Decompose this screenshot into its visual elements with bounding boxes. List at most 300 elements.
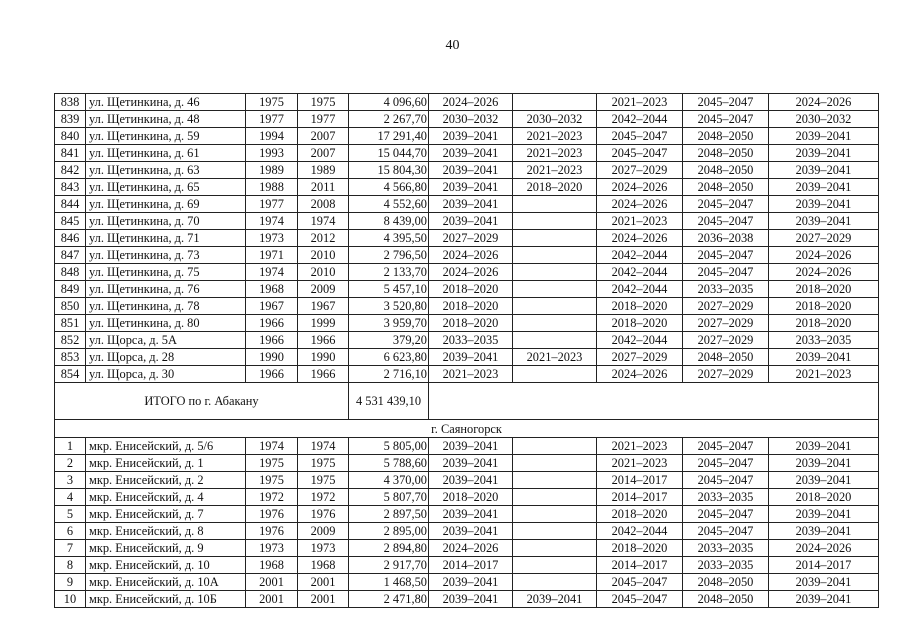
table-cell: 3 520,80: [349, 298, 429, 315]
table-cell: [513, 366, 597, 383]
table-row: [55, 111, 879, 128]
table-cell: 4 096,60: [349, 94, 429, 111]
table-cell: 2024–2026: [597, 366, 683, 383]
table-cell: 838: [55, 94, 86, 111]
table-cell: ул. Щетинкина, д. 75: [86, 264, 246, 281]
table-cell: 2027–2029: [683, 366, 769, 383]
table-cell: 1990: [246, 349, 298, 366]
table-cell: 5 457,10: [349, 281, 429, 298]
table-cell: 2024–2026: [429, 94, 513, 111]
table-cell: 2039–2041: [769, 523, 879, 540]
table-cell: 841: [55, 145, 86, 162]
table-cell: 1967: [246, 298, 298, 315]
table-cell: 2042–2044: [597, 281, 683, 298]
table-cell: 2 796,50: [349, 247, 429, 264]
table-cell: 2039–2041: [429, 213, 513, 230]
table-cell: 2024–2026: [597, 230, 683, 247]
table-cell: 2039–2041: [429, 574, 513, 591]
table-cell: 2018–2020: [597, 540, 683, 557]
table-cell: 2045–2047: [683, 455, 769, 472]
table-cell: 2045–2047: [597, 128, 683, 145]
table-cell: 2007: [298, 145, 349, 162]
table-cell: 2024–2026: [769, 540, 879, 557]
total-row: [55, 383, 879, 420]
city-heading: г. Саяногорск: [55, 420, 879, 438]
table-cell: 848: [55, 264, 86, 281]
table-row: [55, 540, 879, 557]
table-cell: 2033–2035: [683, 489, 769, 506]
table-cell: [513, 315, 597, 332]
table-cell: 2048–2050: [683, 145, 769, 162]
table-cell: 1971: [246, 247, 298, 264]
table-cell: 2018–2020: [513, 179, 597, 196]
table-cell: 5 805,00: [349, 438, 429, 455]
table-cell: 1974: [246, 213, 298, 230]
table-row: [55, 281, 879, 298]
table-cell: 2045–2047: [597, 574, 683, 591]
table-row: [55, 162, 879, 179]
table-cell: ул. Щетинкина, д. 46: [86, 94, 246, 111]
table-cell: 2030–2032: [513, 111, 597, 128]
table-cell: 2001: [246, 591, 298, 608]
table-cell: 1977: [246, 111, 298, 128]
table-row: [55, 472, 879, 489]
table-cell: 2039–2041: [769, 145, 879, 162]
table-cell: 4 552,60: [349, 196, 429, 213]
table-cell: 2018–2020: [769, 298, 879, 315]
table-cell: ул. Щетинкина, д. 80: [86, 315, 246, 332]
table-cell: 2021–2023: [513, 349, 597, 366]
table-cell: 1989: [298, 162, 349, 179]
table-cell: 2014–2017: [597, 489, 683, 506]
table-cell: 2039–2041: [429, 506, 513, 523]
table-cell: 2021–2023: [597, 455, 683, 472]
table-cell: 2048–2050: [683, 179, 769, 196]
table-cell: [513, 230, 597, 247]
table-cell: 854: [55, 366, 86, 383]
table-cell: 2021–2023: [769, 366, 879, 383]
table-cell: ул. Щетинкина, д. 59: [86, 128, 246, 145]
table-cell: 1966: [246, 332, 298, 349]
table-cell: 2 917,70: [349, 557, 429, 574]
table-cell: ул. Щетинкина, д. 63: [86, 162, 246, 179]
table-cell: 2045–2047: [683, 472, 769, 489]
table-cell: мкр. Енисейский, д. 9: [86, 540, 246, 557]
table-cell: 2010: [298, 264, 349, 281]
table-cell: 2039–2041: [769, 455, 879, 472]
table-row: [55, 591, 879, 608]
table-cell: 2: [55, 455, 86, 472]
table-cell: 1: [55, 438, 86, 455]
table-cell: 2033–2035: [683, 557, 769, 574]
table-cell: 1972: [246, 489, 298, 506]
table-cell: 847: [55, 247, 86, 264]
table-cell: 1973: [298, 540, 349, 557]
table-cell: 2014–2017: [597, 472, 683, 489]
table-cell: ул. Щетинкина, д. 48: [86, 111, 246, 128]
table-cell: [513, 332, 597, 349]
table-cell: 3: [55, 472, 86, 489]
table-cell: 2024–2026: [769, 247, 879, 264]
table-row: [55, 230, 879, 247]
table-cell: 843: [55, 179, 86, 196]
table-cell: 2024–2026: [429, 540, 513, 557]
table-cell: 3 959,70: [349, 315, 429, 332]
table-cell: 1966: [298, 366, 349, 383]
table-row: [55, 315, 879, 332]
page-number: 40: [445, 38, 460, 53]
table-cell: 17 291,40: [349, 128, 429, 145]
table-cell: 2008: [298, 196, 349, 213]
table-row: [55, 332, 879, 349]
table-cell: 2039–2041: [769, 438, 879, 455]
table-cell: 840: [55, 128, 86, 145]
table-cell: 2018–2020: [429, 281, 513, 298]
table-row: [55, 264, 879, 281]
table-cell: 2 894,80: [349, 540, 429, 557]
table-cell: 2033–2035: [683, 281, 769, 298]
table-cell: [513, 438, 597, 455]
table-cell: 2024–2026: [769, 264, 879, 281]
table-cell: 2024–2026: [597, 196, 683, 213]
table-cell: [513, 506, 597, 523]
table-cell: 2030–2032: [429, 111, 513, 128]
table-cell: 1977: [246, 196, 298, 213]
table-row: [55, 213, 879, 230]
table-cell: 2045–2047: [683, 523, 769, 540]
table-cell: 1975: [298, 94, 349, 111]
table-cell: 379,20: [349, 332, 429, 349]
table-cell: 1988: [246, 179, 298, 196]
table-cell: 2048–2050: [683, 591, 769, 608]
table-cell: 2 897,50: [349, 506, 429, 523]
table-cell: 1976: [298, 506, 349, 523]
housing-table: [54, 93, 879, 608]
table-cell: 2021–2023: [597, 94, 683, 111]
table-cell: 2 267,70: [349, 111, 429, 128]
table-cell: 5 807,70: [349, 489, 429, 506]
table-cell: 1966: [246, 366, 298, 383]
table-cell: 2011: [298, 179, 349, 196]
table-cell: 2014–2017: [429, 557, 513, 574]
table-cell: 2045–2047: [683, 247, 769, 264]
table-cell: [513, 247, 597, 264]
table-cell: 2045–2047: [597, 145, 683, 162]
table-cell: 2027–2029: [429, 230, 513, 247]
table-cell: 8: [55, 557, 86, 574]
table-cell: [513, 455, 597, 472]
table-cell: 2018–2020: [769, 489, 879, 506]
table-cell: 845: [55, 213, 86, 230]
table-cell: 4 370,00: [349, 472, 429, 489]
table-cell: 850: [55, 298, 86, 315]
table-cell: 1975: [246, 94, 298, 111]
table-cell: 2045–2047: [683, 213, 769, 230]
table-cell: 2039–2041: [429, 455, 513, 472]
table-cell: 2001: [298, 591, 349, 608]
table-cell: 4 395,50: [349, 230, 429, 247]
table-cell: 2045–2047: [683, 506, 769, 523]
table-cell: 2012: [298, 230, 349, 247]
table-cell: 2039–2041: [429, 128, 513, 145]
table-cell: 2039–2041: [429, 162, 513, 179]
table-cell: 2018–2020: [597, 315, 683, 332]
table-cell: 2039–2041: [769, 349, 879, 366]
table-cell: ул. Щетинкина, д. 70: [86, 213, 246, 230]
table-cell: 2021–2023: [513, 145, 597, 162]
table-cell: ул. Щетинкина, д. 61: [86, 145, 246, 162]
table-cell: 2042–2044: [597, 332, 683, 349]
table-cell: 2045–2047: [683, 94, 769, 111]
table-cell: 842: [55, 162, 86, 179]
table-cell: 1975: [246, 455, 298, 472]
table-cell: 5 788,60: [349, 455, 429, 472]
table-cell: 852: [55, 332, 86, 349]
table-cell: 1975: [246, 472, 298, 489]
table-cell: 2039–2041: [769, 574, 879, 591]
table-cell: [513, 298, 597, 315]
table-cell: 2042–2044: [597, 264, 683, 281]
table-cell: 2030–2032: [769, 111, 879, 128]
table-cell: 2 716,10: [349, 366, 429, 383]
table-cell: 2042–2044: [597, 111, 683, 128]
table-row: [55, 455, 879, 472]
table-cell: 2039–2041: [429, 179, 513, 196]
table-cell: 2027–2029: [769, 230, 879, 247]
table-cell: 2039–2041: [769, 162, 879, 179]
table-cell: 15 804,30: [349, 162, 429, 179]
table-row: [55, 128, 879, 145]
table-cell: мкр. Енисейский, д. 10: [86, 557, 246, 574]
table-cell: 2039–2041: [513, 591, 597, 608]
table-cell: 2048–2050: [683, 574, 769, 591]
table-cell: [513, 264, 597, 281]
table-cell: 2010: [298, 247, 349, 264]
table-cell: ул. Щорса, д. 28: [86, 349, 246, 366]
table-cell: [513, 574, 597, 591]
table-cell: 2042–2044: [597, 523, 683, 540]
table-cell: 1968: [246, 281, 298, 298]
table-cell: 2009: [298, 523, 349, 540]
table-cell: 2039–2041: [769, 591, 879, 608]
table-cell: 2027–2029: [683, 298, 769, 315]
table-cell: 1 468,50: [349, 574, 429, 591]
table-cell: 1967: [298, 298, 349, 315]
table-row: [55, 94, 879, 111]
table-cell: 7: [55, 540, 86, 557]
table-row: [55, 438, 879, 455]
table-cell: 2039–2041: [769, 179, 879, 196]
table-cell: ул. Щетинкина, д. 73: [86, 247, 246, 264]
table-cell: мкр. Енисейский, д. 10Б: [86, 591, 246, 608]
table-cell: мкр. Енисейский, д. 5/6: [86, 438, 246, 455]
table-cell: 2021–2023: [513, 162, 597, 179]
table-cell: 10: [55, 591, 86, 608]
table-cell: 1966: [246, 315, 298, 332]
table-cell: 2024–2026: [429, 247, 513, 264]
table-cell: 1999: [298, 315, 349, 332]
table-cell: [513, 213, 597, 230]
total-empty: [429, 383, 879, 420]
table-row: [55, 145, 879, 162]
table-cell: 2045–2047: [683, 196, 769, 213]
table-row: [55, 247, 879, 264]
table-cell: 2027–2029: [597, 162, 683, 179]
table-cell: ул. Щетинкина, д. 76: [86, 281, 246, 298]
table-cell: 2021–2023: [513, 128, 597, 145]
table-cell: 2018–2020: [429, 298, 513, 315]
table-cell: 2048–2050: [683, 128, 769, 145]
table-row: [55, 506, 879, 523]
table-cell: ул. Щорса, д. 30: [86, 366, 246, 383]
table-cell: 1973: [246, 230, 298, 247]
table-cell: [513, 489, 597, 506]
table-cell: 2027–2029: [597, 349, 683, 366]
table-row: [55, 523, 879, 540]
table-cell: 15 044,70: [349, 145, 429, 162]
table-cell: 2033–2035: [769, 332, 879, 349]
table-cell: [513, 557, 597, 574]
table-cell: 1977: [298, 111, 349, 128]
table-cell: 2039–2041: [769, 472, 879, 489]
table-cell: 1974: [298, 213, 349, 230]
table-cell: мкр. Енисейский, д. 1: [86, 455, 246, 472]
table-cell: 6 623,80: [349, 349, 429, 366]
table-cell: 1968: [246, 557, 298, 574]
table-cell: 2021–2023: [429, 366, 513, 383]
table-cell: ул. Щетинкина, д. 65: [86, 179, 246, 196]
table-cell: 2033–2035: [429, 332, 513, 349]
table-cell: 839: [55, 111, 86, 128]
total-value: 4 531 439,10: [349, 383, 429, 420]
table-cell: 849: [55, 281, 86, 298]
table-cell: 2039–2041: [769, 128, 879, 145]
table-cell: 2039–2041: [429, 145, 513, 162]
table-cell: 2039–2041: [769, 213, 879, 230]
table-cell: 2018–2020: [597, 298, 683, 315]
table-cell: 2048–2050: [683, 162, 769, 179]
table-cell: 2018–2020: [429, 315, 513, 332]
table-cell: 4: [55, 489, 86, 506]
table-cell: 1974: [298, 438, 349, 455]
table-cell: 2039–2041: [769, 506, 879, 523]
table-cell: мкр. Енисейский, д. 4: [86, 489, 246, 506]
table-cell: 2018–2020: [769, 281, 879, 298]
table-cell: 853: [55, 349, 86, 366]
table-cell: 1975: [298, 472, 349, 489]
table-cell: [513, 94, 597, 111]
table-cell: ул. Щетинкина, д. 71: [86, 230, 246, 247]
table-row: [55, 557, 879, 574]
table-row: [55, 196, 879, 213]
table-cell: 1976: [246, 506, 298, 523]
table-cell: [513, 196, 597, 213]
table-cell: 2048–2050: [683, 349, 769, 366]
table-cell: 851: [55, 315, 86, 332]
table-cell: мкр. Енисейский, д. 2: [86, 472, 246, 489]
table-cell: 2024–2026: [769, 94, 879, 111]
table-cell: ул. Щетинкина, д. 78: [86, 298, 246, 315]
table-cell: 2039–2041: [429, 472, 513, 489]
table-cell: 2039–2041: [769, 196, 879, 213]
table-row: [55, 298, 879, 315]
table-cell: 2024–2026: [429, 264, 513, 281]
table-cell: 2 895,00: [349, 523, 429, 540]
table-cell: 2021–2023: [597, 438, 683, 455]
table-cell: 2039–2041: [429, 591, 513, 608]
table-cell: 2039–2041: [429, 349, 513, 366]
table-cell: 2001: [246, 574, 298, 591]
table-cell: 1990: [298, 349, 349, 366]
table-cell: 1976: [246, 523, 298, 540]
table-cell: 2007: [298, 128, 349, 145]
table-cell: 1974: [246, 438, 298, 455]
table-cell: ул. Щетинкина, д. 69: [86, 196, 246, 213]
table-cell: 2018–2020: [429, 489, 513, 506]
table-cell: ул. Щорса, д. 5А: [86, 332, 246, 349]
table-cell: 1975: [298, 455, 349, 472]
table-cell: [513, 472, 597, 489]
table-cell: 844: [55, 196, 86, 213]
table-cell: 2001: [298, 574, 349, 591]
table-cell: мкр. Енисейский, д. 8: [86, 523, 246, 540]
table-cell: 2045–2047: [683, 111, 769, 128]
total-label: ИТОГО по г. Абакану: [55, 383, 349, 420]
table-cell: 2036–2038: [683, 230, 769, 247]
table-cell: 1994: [246, 128, 298, 145]
table-row: [55, 574, 879, 591]
table-cell: 8 439,00: [349, 213, 429, 230]
table-cell: 2027–2029: [683, 315, 769, 332]
table-cell: 2045–2047: [597, 591, 683, 608]
table-cell: мкр. Енисейский, д. 7: [86, 506, 246, 523]
table-cell: 1972: [298, 489, 349, 506]
table-cell: 2039–2041: [429, 438, 513, 455]
table-cell: 2 133,70: [349, 264, 429, 281]
table-cell: 2039–2041: [429, 196, 513, 213]
table-cell: 2014–2017: [769, 557, 879, 574]
table-cell: 1966: [298, 332, 349, 349]
city-row: [55, 420, 879, 438]
table-cell: 2021–2023: [597, 213, 683, 230]
table-cell: [513, 281, 597, 298]
table-cell: 5: [55, 506, 86, 523]
table-row: [55, 366, 879, 383]
table-cell: 2 471,80: [349, 591, 429, 608]
table-cell: 2045–2047: [683, 438, 769, 455]
table-cell: [513, 540, 597, 557]
table-cell: [513, 523, 597, 540]
table-cell: 1989: [246, 162, 298, 179]
table-row: [55, 489, 879, 506]
table-cell: 1968: [298, 557, 349, 574]
table-cell: 2045–2047: [683, 264, 769, 281]
table-cell: 6: [55, 523, 86, 540]
table-cell: 4 566,80: [349, 179, 429, 196]
table-cell: 2024–2026: [597, 179, 683, 196]
table-cell: 1974: [246, 264, 298, 281]
table-cell: 9: [55, 574, 86, 591]
table-row: [55, 349, 879, 366]
table-row: [55, 179, 879, 196]
table-cell: 2014–2017: [597, 557, 683, 574]
table-cell: 1993: [246, 145, 298, 162]
table-cell: 2039–2041: [429, 523, 513, 540]
table-cell: 1973: [246, 540, 298, 557]
table-cell: 2018–2020: [769, 315, 879, 332]
table-cell: мкр. Енисейский, д. 10А: [86, 574, 246, 591]
table-cell: 2033–2035: [683, 540, 769, 557]
